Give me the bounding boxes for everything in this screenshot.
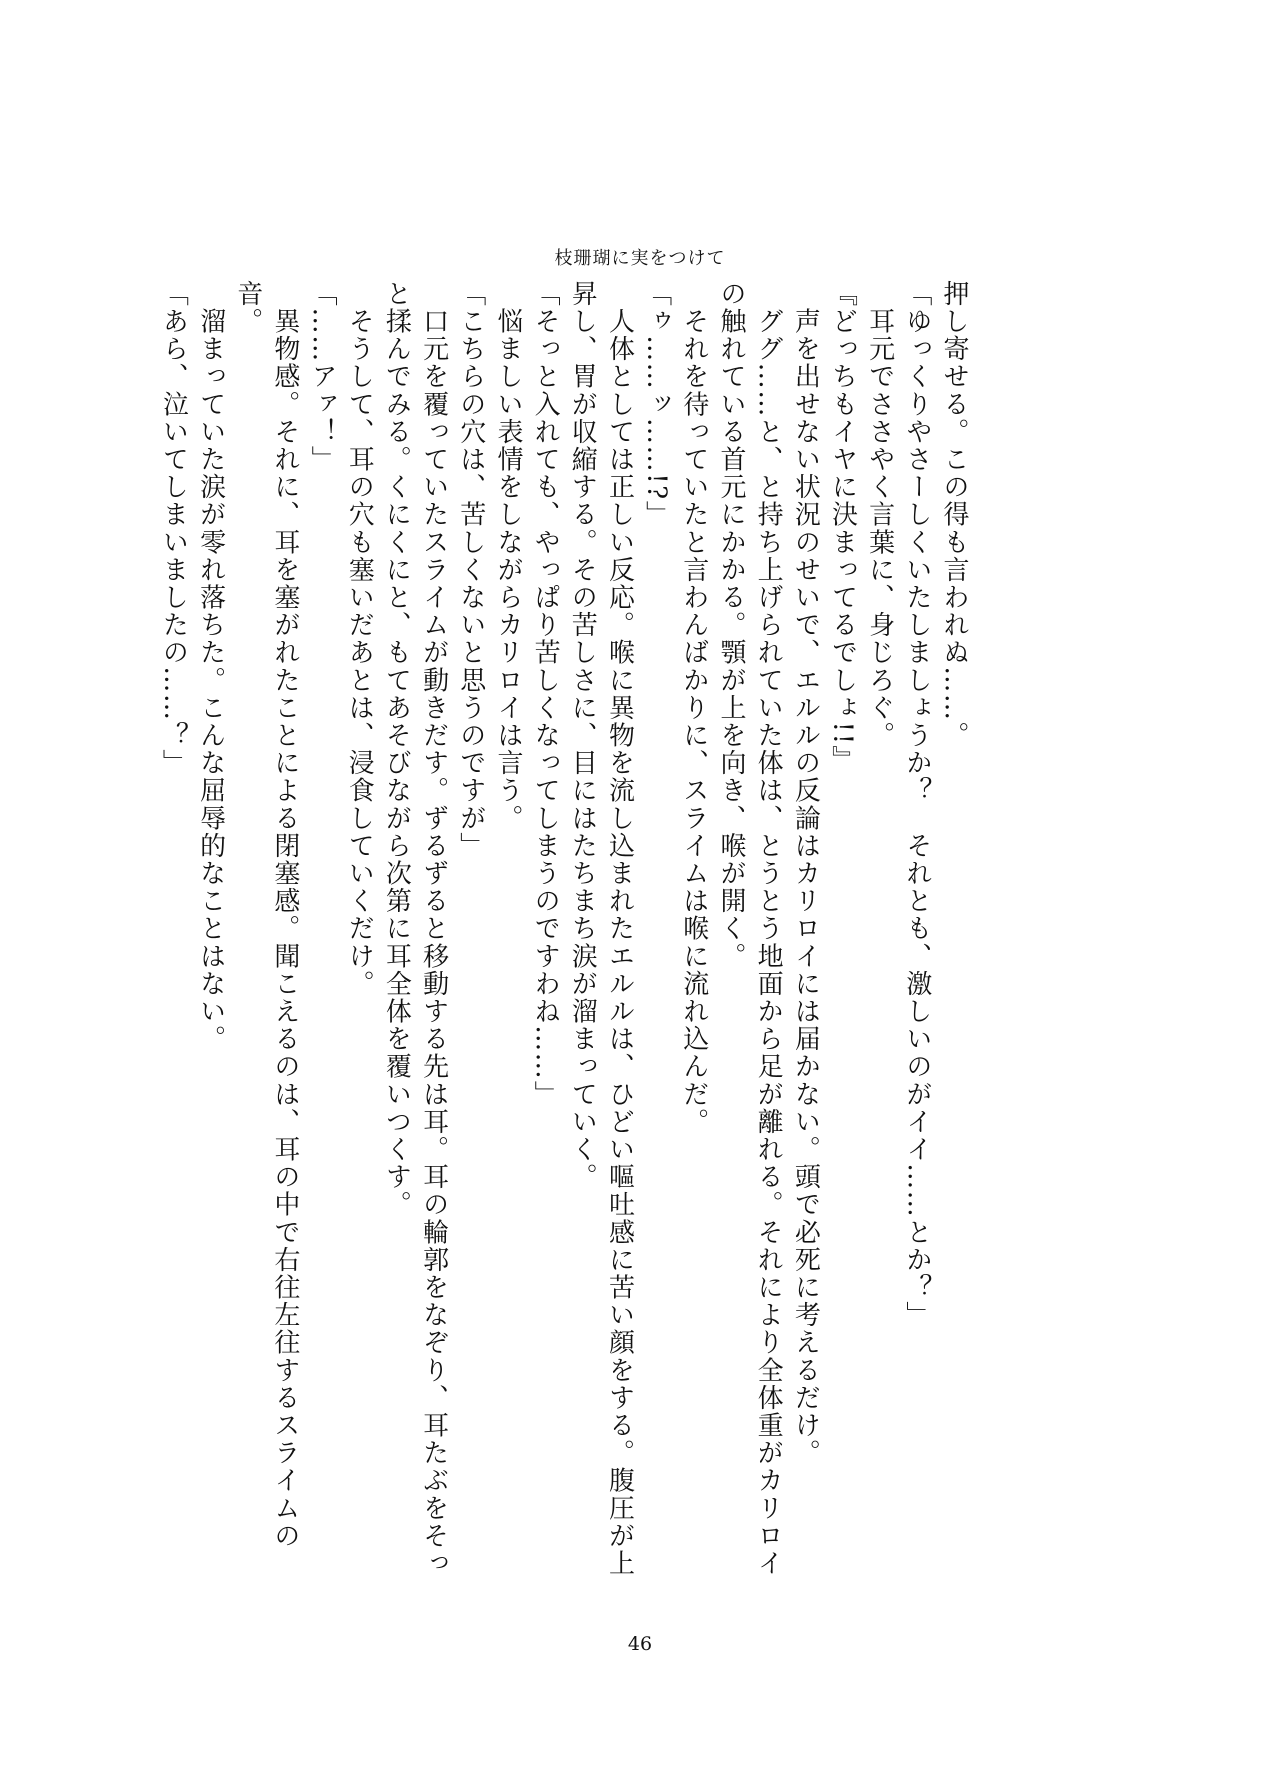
- text-line: 「……アァ！」: [307, 280, 338, 474]
- page-number: 46: [627, 1633, 653, 1655]
- text-line: 「そっと入れても、やっぱり苦しくなってしまうのですわね……」: [530, 280, 561, 1108]
- text-line: 口元を覆っていたスライムが動きだす。ずるずると移動する先は耳。耳の輪郭をなぞり、耳たぶをそっと揉んでみる。くにくにと、もてあそびながら次第に耳全体を覆いつくす。: [381, 280, 449, 1578]
- text-line: 人体としては正しい反応。喉に異物を流し込まれたエルルは、ひどい嘔吐感に苦い顔をする。腹圧が上昇し、胃が収縮する。その苦しさに、目にはたちまち涙が溜まっていく。: [567, 280, 635, 1578]
- text-line: 押し寄せる。この得も言われぬ……。: [939, 280, 969, 750]
- body-text: [158, 280, 972, 1580]
- text-line: 声を出せない状況のせいで、エルルの反論はカリロイには届かない。頭で必死に考えるだけ。: [790, 280, 821, 1467]
- text-line: 異物感。それに、耳を塞がれたことによる閉塞感。聞こえるのは、耳の中で右往左往するスライムの音。: [232, 280, 300, 1550]
- text-line: 悩ましい表情をしながらカリロイは言う。: [492, 280, 523, 832]
- text-line: それを待っていたと言わんばかりに、スライムは喉に流れ込んだ。: [678, 280, 709, 1136]
- text-line: 溜まっていた涙が零れ落ちた。こんな屈辱的なことはない。: [195, 280, 226, 1053]
- text-line: ググ……と、と持ち上げられていた体は、とうとう地面から足が離れる。それにより全体重がカリロイの触れている首元にかかる。顎が上を向き、喉が開く。: [715, 280, 784, 1578]
- text-line: 「ゆっくりやさーしくいたしましょうか？ それとも、激しいのがイイ……とか？」: [901, 280, 932, 1329]
- text-line: 「あら、泣いてしまいましたの……？」: [158, 280, 189, 777]
- text-line: そうして、耳の穴も塞いだあとは、浸食していくだけ。: [344, 280, 375, 998]
- text-line: 「こちらの穴は、苦しくないと思うのですが」: [455, 280, 486, 860]
- text-line: 耳元でささやく言葉に、身じろぐ。: [864, 280, 895, 750]
- running-title: 枝珊瑚に実をつけて: [554, 248, 726, 269]
- text-line: 「ゥ……ッ……!?」: [641, 280, 672, 529]
- text-line: 『どっちもイヤに決まってるでしょ!!』: [827, 280, 858, 774]
